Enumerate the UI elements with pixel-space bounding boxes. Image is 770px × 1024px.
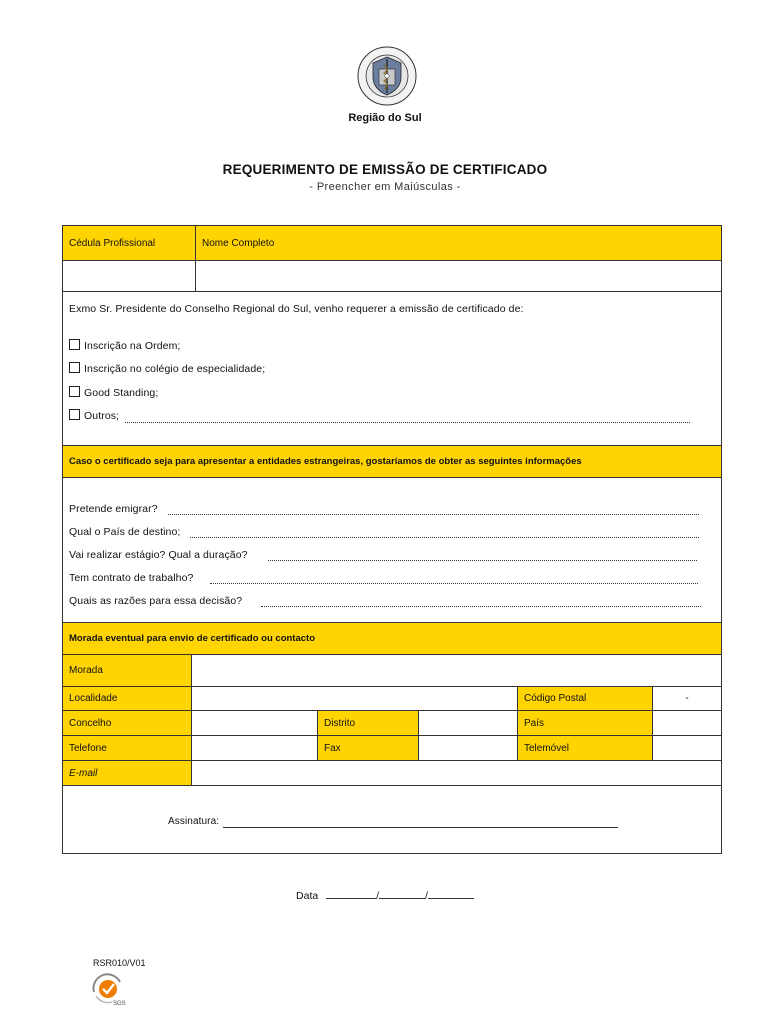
codigo-postal-field[interactable]: - [653, 687, 721, 711]
pais-label: País [518, 711, 653, 736]
page-subtitle: - Preencher em Maiúsculas - [309, 181, 461, 193]
date-separator: / [425, 890, 428, 902]
telemovel-label: Telemóvel [518, 736, 653, 761]
concelho-label: Concelho [63, 711, 192, 736]
option-inscricao-colegio[interactable] [69, 362, 265, 375]
question-pais-destino: Qual o País de destino; [69, 526, 181, 538]
localidade-label: Localidade [63, 687, 192, 711]
date-month-line[interactable] [379, 898, 425, 899]
answer-line[interactable] [190, 537, 699, 538]
request-form [62, 225, 722, 854]
morada-field[interactable] [192, 655, 721, 687]
date-label: Data [296, 890, 319, 902]
distrito-label: Distrito [318, 711, 419, 736]
date-day-line[interactable] [326, 898, 376, 899]
foreign-heading-text: Caso o certificado seja para apresentar a entidades estrangeiras, gostaríamos de obter as seguintes informações [69, 456, 582, 467]
address-heading-text: Morada eventual para envio de certificado ou contacto [69, 633, 316, 644]
cedula-label: Cédula Profissional [63, 226, 196, 261]
checkbox[interactable] [69, 339, 80, 350]
option-label: Good Standing; [84, 387, 159, 399]
question-razoes: Quais as razões para essa decisão? [69, 595, 243, 607]
sgs-certification-icon [90, 972, 130, 1008]
answer-line[interactable] [261, 606, 701, 607]
question-contrato: Tem contrato de trabalho? [69, 572, 194, 584]
codigo-postal-label: Código Postal [518, 687, 653, 711]
email-field[interactable] [192, 761, 721, 786]
page-title: REQUERIMENTO DE EMISSÃO DE CERTIFICADO [222, 162, 548, 177]
concelho-field[interactable] [192, 711, 318, 736]
morada-label: Morada [63, 655, 192, 687]
signature-label: Assinatura: [168, 816, 220, 827]
localidade-field[interactable] [192, 687, 518, 711]
email-label: E-mail [63, 761, 192, 786]
option-label: Inscrição na Ordem; [84, 340, 181, 352]
checkbox[interactable] [69, 362, 80, 373]
region-name: Região do Sul [348, 112, 422, 124]
date-year-line[interactable] [428, 898, 474, 899]
checkbox[interactable] [69, 386, 80, 397]
option-inscricao-ordem[interactable] [69, 339, 180, 352]
option-outros[interactable] [69, 409, 119, 422]
sgs-label: SGS [113, 1001, 126, 1007]
cedula-field[interactable] [63, 261, 196, 292]
checkbox[interactable] [69, 409, 80, 420]
date-row [0, 890, 770, 902]
answer-line[interactable] [210, 583, 698, 584]
fax-field[interactable] [419, 736, 518, 761]
request-intro: Exmo Sr. Presidente do Conselho Regional do Sul, venho requerer a emissão de certificado de: [69, 303, 524, 315]
telefone-label: Telefone [63, 736, 192, 761]
fax-label: Fax [318, 736, 419, 761]
foreign-heading [63, 445, 721, 478]
telefone-field[interactable] [192, 736, 318, 761]
pais-field[interactable] [653, 711, 721, 736]
option-good-standing[interactable] [69, 386, 158, 399]
nome-field[interactable] [196, 261, 721, 292]
option-label: Inscrição no colégio de especialidade; [84, 363, 266, 375]
question-estagio: Vai realizar estágio? Qual a duração? [69, 549, 248, 561]
distrito-field[interactable] [419, 711, 518, 736]
answer-line[interactable] [268, 560, 697, 561]
signature-line[interactable] [223, 827, 618, 828]
question-emigrar: Pretende emigrar? [69, 503, 158, 515]
ordem-medicos-seal [357, 45, 417, 107]
outros-line[interactable] [125, 422, 690, 423]
nome-label: Nome Completo [196, 226, 721, 261]
address-heading [63, 622, 721, 655]
document-code: RSR010/V01 [93, 958, 146, 968]
date-separator: / [376, 890, 380, 902]
telemovel-field[interactable] [653, 736, 721, 761]
answer-line[interactable] [168, 514, 699, 515]
option-label: Outros; [84, 410, 120, 422]
